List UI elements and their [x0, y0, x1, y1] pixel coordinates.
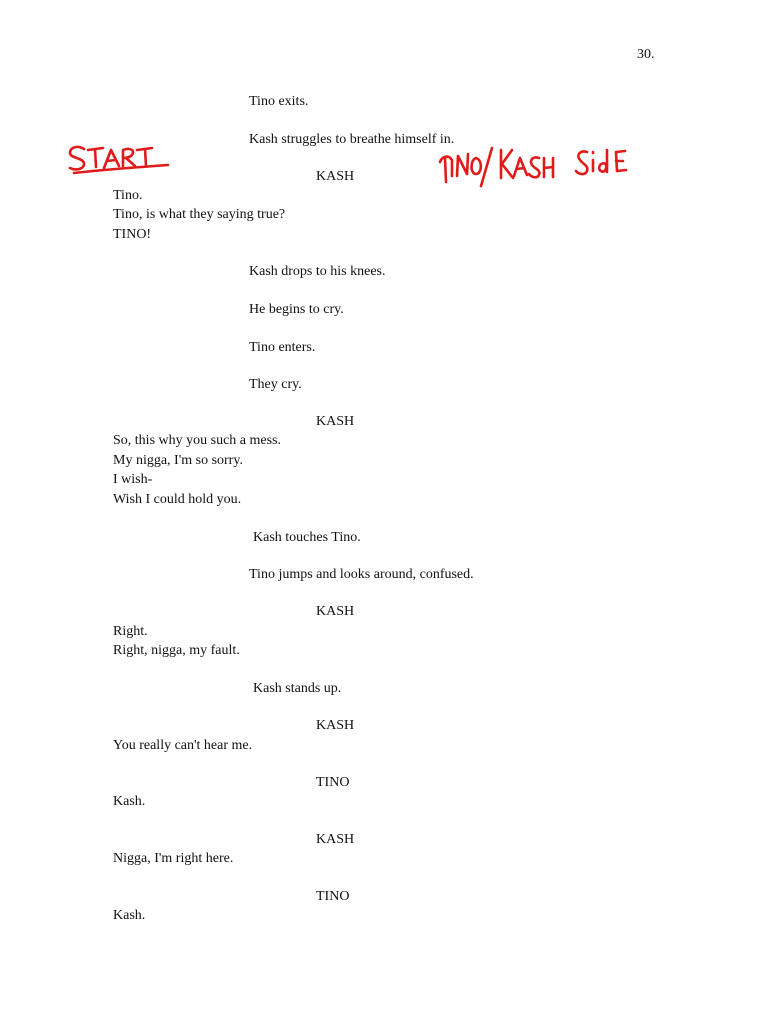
dialogue-line: My nigga, I'm so sorry. — [113, 453, 243, 468]
action-line: Kash drops to his knees. — [249, 264, 386, 279]
dialogue-line: Wish I could hold you. — [113, 492, 242, 507]
character-name: KASH — [316, 832, 355, 847]
character-name: KASH — [316, 169, 355, 184]
action-line: Tino enters. — [249, 340, 316, 355]
action-line: They cry. — [249, 377, 302, 392]
action-line: Kash struggles to breathe himself in. — [249, 132, 455, 147]
dialogue-line: Right, nigga, my fault. — [113, 643, 240, 658]
action-line: Kash touches Tino. — [253, 530, 361, 545]
character-name: TINO — [316, 889, 350, 904]
character-name: KASH — [316, 718, 355, 733]
tino-kash-side-handwritten-mark — [440, 148, 626, 186]
dialogue-line: Right. — [113, 624, 148, 639]
dialogue-line: Tino. — [113, 188, 143, 203]
dialogue-line: TINO! — [113, 227, 152, 242]
dialogue-line: You really can't hear me. — [113, 738, 253, 753]
action-line: Kash stands up. — [253, 681, 342, 696]
dialogue-line: Tino, is what they saying true? — [113, 207, 286, 222]
dialogue-line: I wish- — [113, 472, 153, 487]
character-name: KASH — [316, 604, 355, 619]
action-line: Tino jumps and looks around, confused. — [249, 567, 474, 582]
character-name: TINO — [316, 775, 350, 790]
page-number: 30. — [637, 47, 655, 62]
character-name: KASH — [316, 414, 355, 429]
dialogue-line: Kash. — [113, 908, 146, 923]
start-handwritten-mark — [70, 147, 168, 173]
dialogue-line: So, this why you such a mess. — [113, 433, 281, 448]
action-line: Tino exits. — [249, 94, 309, 109]
dialogue-line: Kash. — [113, 794, 146, 809]
dialogue-line: Nigga, I'm right here. — [113, 851, 234, 866]
action-line: He begins to cry. — [249, 302, 344, 317]
